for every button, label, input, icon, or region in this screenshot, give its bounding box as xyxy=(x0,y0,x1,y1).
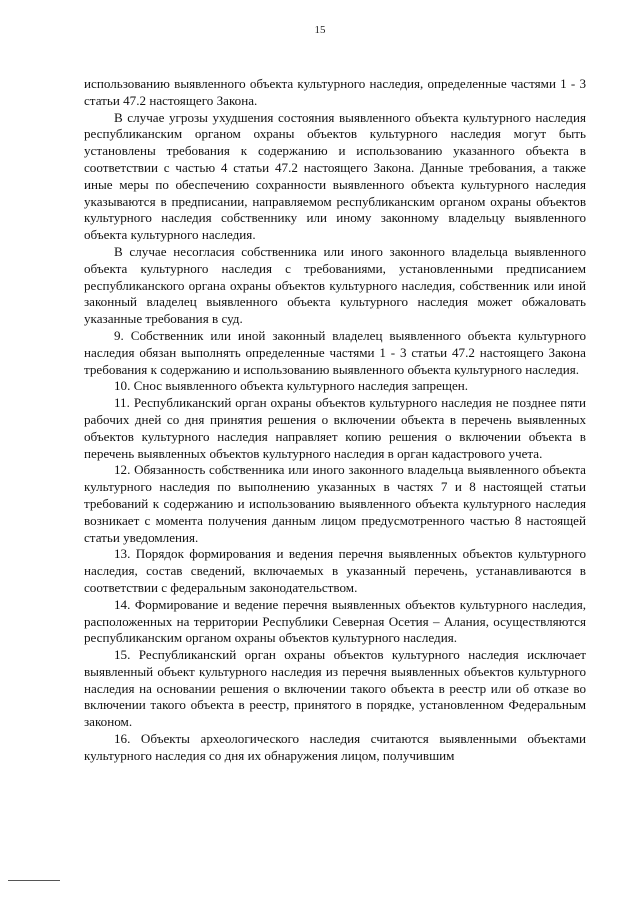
paragraph-14: 14. Формирование и ведение перечня выявленных объектов культурного наследия, расположенных на территории Республики Северная Осетия – Алания, осуществляются республиканским органом охраны объектов культурного наследия. xyxy=(84,596,586,646)
paragraph-threat-requirements: В случае угрозы ухудшения состояния выявленного объекта культурного наследия республиканским органом охраны объектов культурного наследия могут быть установлены требования к содержанию и использованию указанного объекта в соответствии с частью 4 статьи 47.2 настоящего Закона. Данные требования, а также иные меры по обеспечению сохранности выявленного объекта культурного наследия указываются в предписании, направляемом республиканским органом охраны объектов культурного наследия собственнику или иному законному владельцу выявленного объекта культурного наследия. xyxy=(84,109,586,243)
paragraph-9: 9. Собственник или иной законный владелец выявленного объекта культурного наследия обязан выполнять определенные частями 1 - 3 статьи 47.2 настоящего Закона требования к содержанию и использованию выявленного объекта культурного наследия. xyxy=(84,327,586,377)
paragraph-10: 10. Снос выявленного объекта культурного наследия запрещен. xyxy=(114,378,469,394)
paragraph-16: 16. Объекты археологического наследия считаются выявленными объектами культурного наследия со дня их обнаружения лицом, получившим xyxy=(84,731,586,763)
paragraph-continuation: использованию выявленного объекта культурного наследия, определенные частями 1 - 3 статьи 47.2 настоящего Закона. xyxy=(84,76,586,108)
page-number: 15 xyxy=(314,24,326,36)
document-body xyxy=(84,76,586,765)
paragraph-11: 11. Республиканский орган охраны объектов культурного наследия не позднее пяти рабочих дней со дня принятия решения о включении объекта в перечень выявленных объектов культурного наследия направляет копию решения о включении объекта в перечень выявленных объектов культурного наследия в орган кадастрового учета. xyxy=(84,395,586,461)
footer-rule xyxy=(8,880,60,881)
paragraph-disagreement: В случае несогласия собственника или иного законного владельца выявленного объекта культурного наследия с требованиями, установленными предписанием республиканского органа охраны объектов культурного наследия, собственник или иной законный владелец выявленного объекта культурного наследия может обжаловать указанные требования в суд. xyxy=(84,243,586,327)
paragraph-13: 13. Порядок формирования и ведения перечня выявленных объектов культурного наследия, состав сведений, включаемых в указанный перечень, устанавливаются в соответствии с федеральным законодательством. xyxy=(84,546,586,595)
paragraph-15: 15. Республиканский орган охраны объектов культурного наследия исключает выявленный объект культурного наследия из перечня выявленных объектов культурного наследия на основании решения о включении такого объекта в реестр или об отказе во включении такого объекта в реестр, принятого в порядке, установленном Федеральным законом. xyxy=(84,647,586,730)
paragraph-12: 12. Обязанность собственника или иного законного владельца выявленного объекта культурного наследия по выполнению указанных в частях 7 и 8 настоящей статьи требований к содержанию и использованию выявленного объекта культурного наследия возникает с момента получения данным лицом предусмотренного частью 8 настоящей статьи уведомления. xyxy=(84,462,586,545)
